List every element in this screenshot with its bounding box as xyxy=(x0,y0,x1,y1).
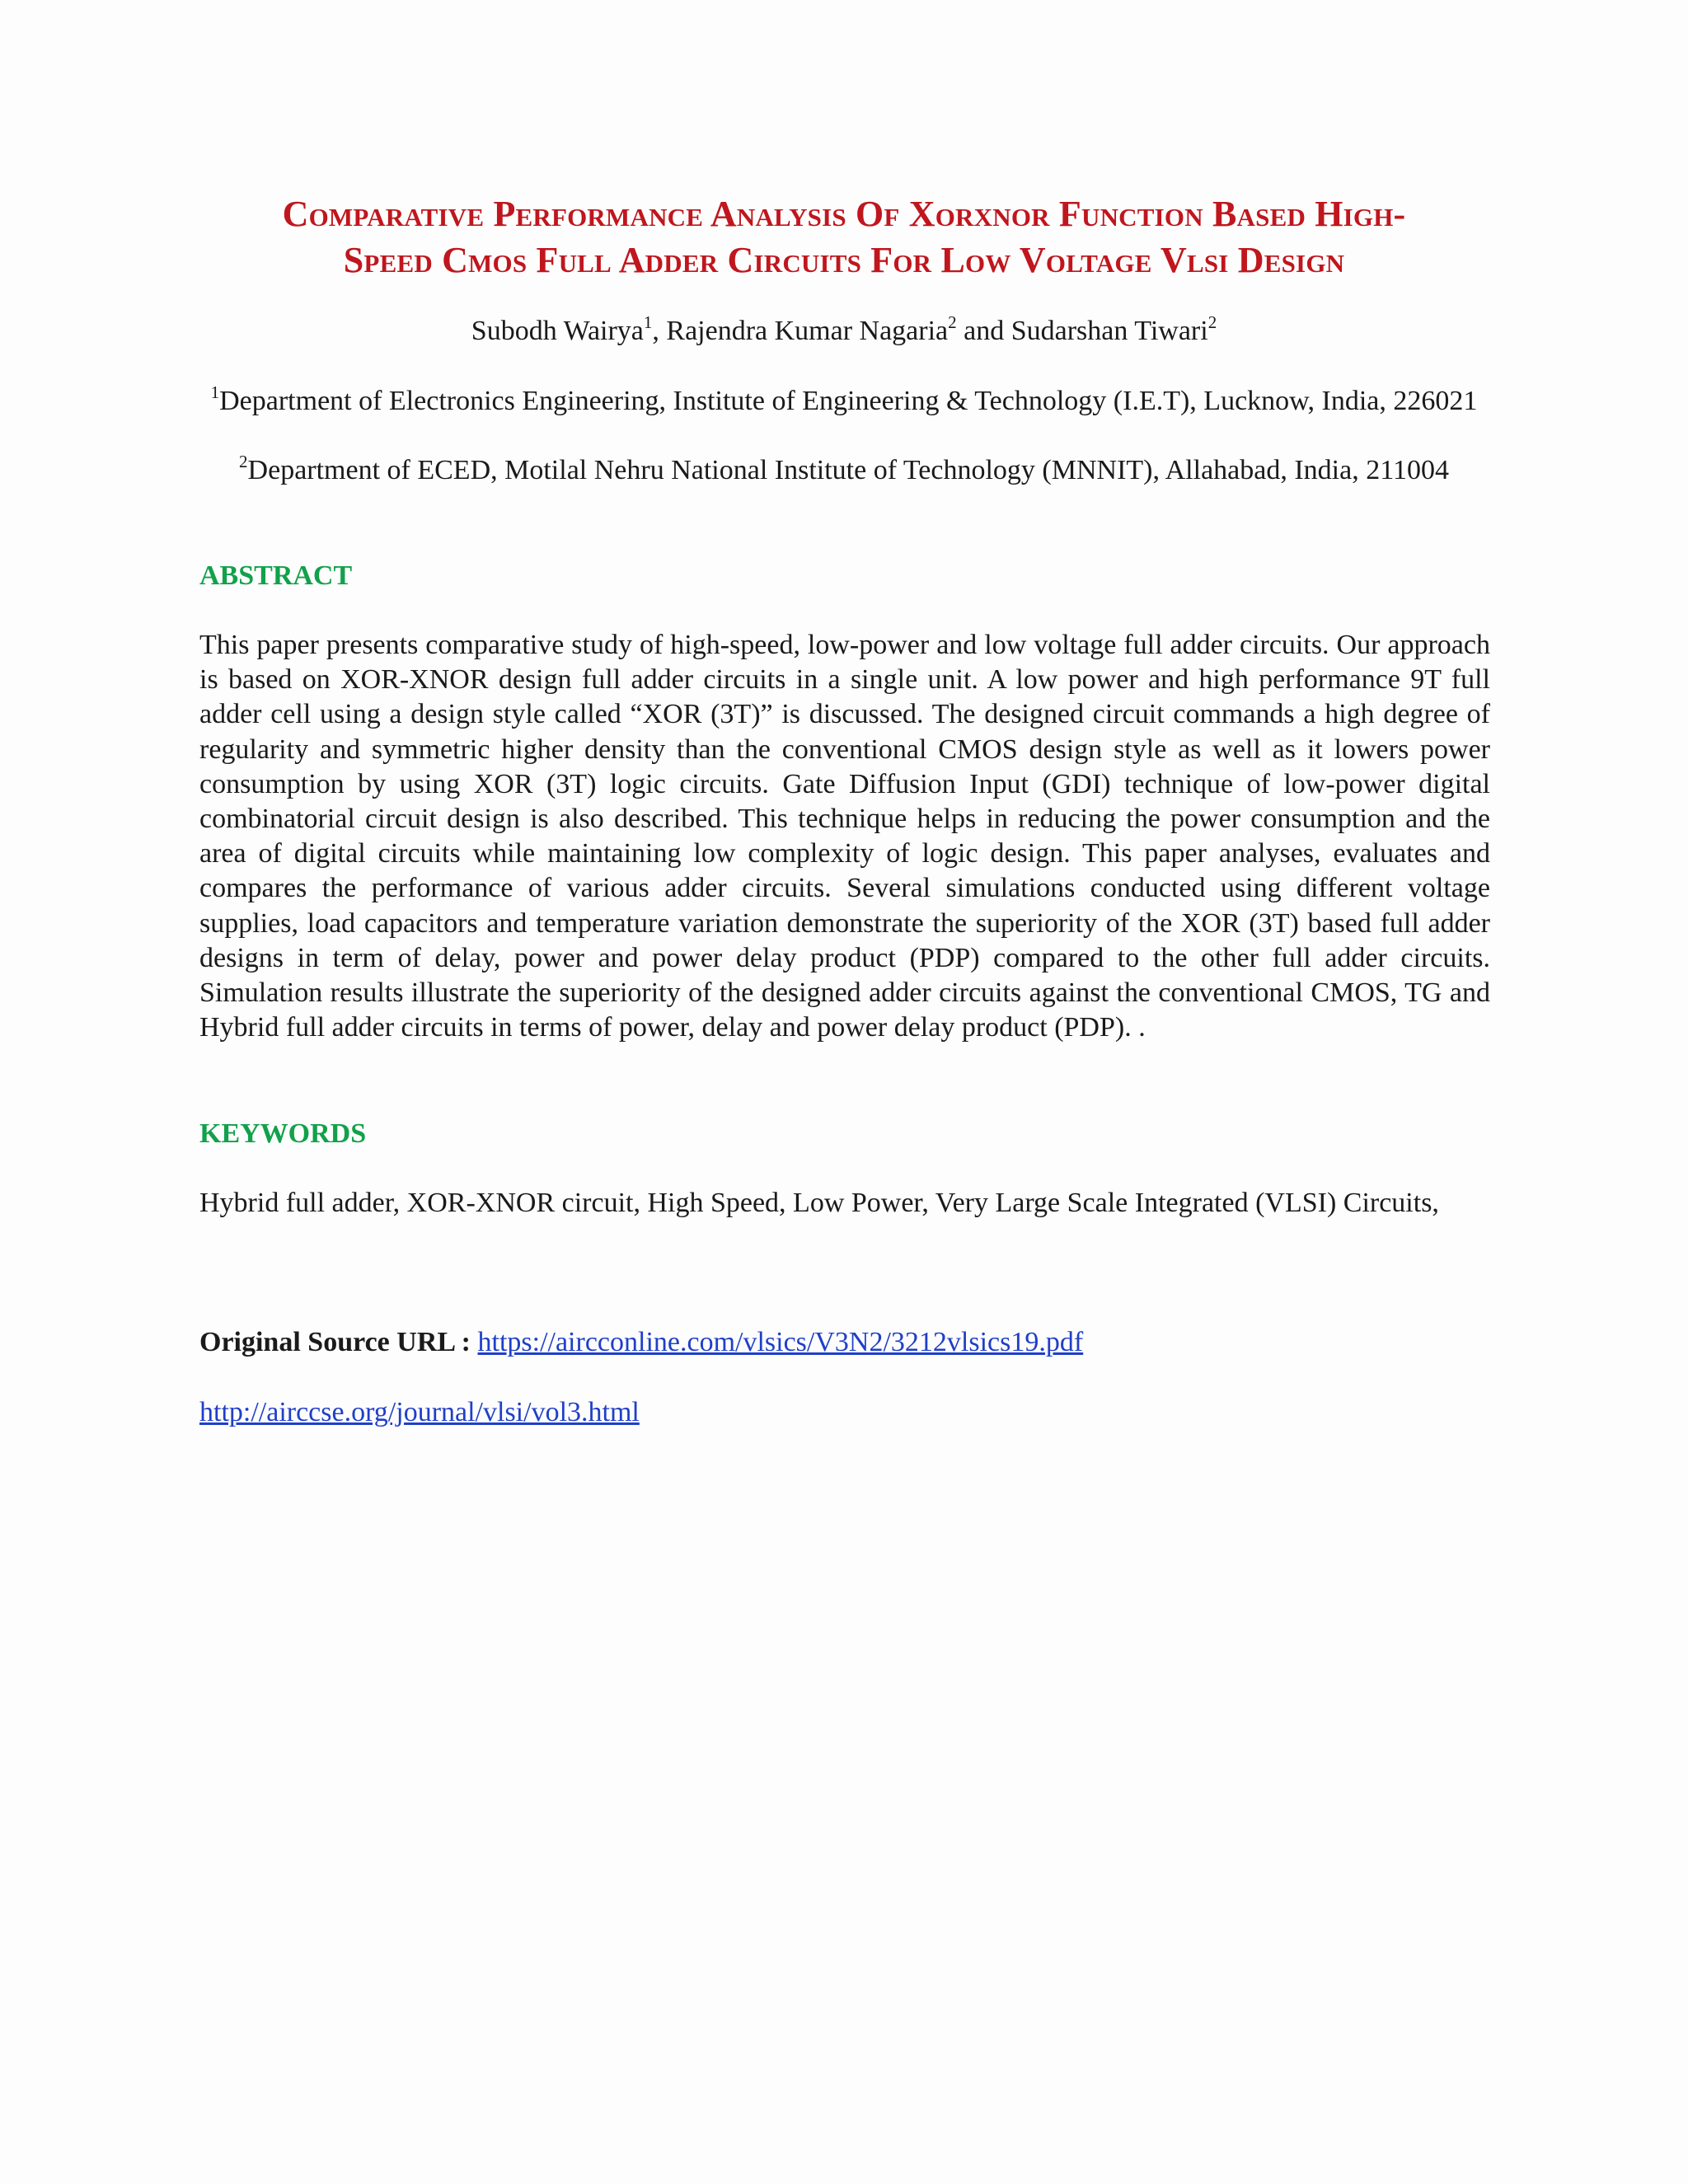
original-source-link[interactable]: https://aircconline.com/vlsics/V3N2/3212vlsics19.pdf xyxy=(477,1327,1084,1357)
author-name: Rajendra Kumar Nagaria xyxy=(666,316,949,346)
author-affiliation-marker: 2 xyxy=(1207,312,1217,332)
paper-title-line-1: Comparative Performance Analysis Of Xorxnor Function Based High- xyxy=(282,194,1406,234)
keywords-heading: KEYWORDS xyxy=(199,1118,367,1149)
affiliation-2 xyxy=(198,453,1490,488)
author-list xyxy=(0,313,1688,349)
abstract-heading: ABSTRACT xyxy=(199,560,353,591)
author-name: Subodh Wairya xyxy=(471,316,644,346)
author-separator: and xyxy=(956,316,1011,346)
journal-volume-link[interactable]: http://airccse.org/journal/vlsi/vol3.html xyxy=(199,1397,640,1427)
original-source-line xyxy=(199,1325,1083,1360)
keywords-text: Hybrid full adder, XOR-XNOR circuit, High Speed, Low Power, Very Large Scale Integrated (VLSI) Circuits, xyxy=(199,1188,1439,1218)
affiliation-marker: 1 xyxy=(210,382,220,402)
original-source-label: Original Source URL : xyxy=(199,1327,471,1357)
affiliation-text: Department of Electronics Engineering, Institute of Engineering & Technology (I.E.T), Lucknow, India, 226021 xyxy=(219,386,1478,416)
author-name: Sudarshan Tiwari xyxy=(1010,316,1208,346)
affiliation-text: Department of ECED, Motilal Nehru National Institute of Technology (MNNIT), Allahabad, India, 211004 xyxy=(247,455,1449,485)
author-affiliation-marker: 1 xyxy=(643,312,653,332)
author-separator: , xyxy=(652,316,667,346)
paper-title-line-2: Speed Cmos Full Adder Circuits For Low Voltage Vlsi Design xyxy=(343,240,1345,280)
paper-title xyxy=(0,191,1688,284)
abstract-text: This paper presents comparative study of high-speed, low-power and low voltage full adder circuits. Our approach is based on XOR-XNOR design full adder circuits in a single unit. A low power and high performance 9T full adder cell using a design style called “XOR (3T)” is discussed. The designed circuit commands a high degree of regularity and symmetric higher density than the conventional CMOS design style as well as it lowers power consumption by using XOR (3T) logic circuits. Gate Diffusion Input (GDI) technique of low-power digital combinatorial circuit design is also described. This technique helps in reducing the power consumption and the area of digital circuits while maintaining low complexity of logic design. This paper analyses, evaluates and compares the performance of various adder circuits. Several simulations conducted using different voltage supplies, load capacitors and temperature variation demonstrate the superiority of the XOR (3T) based full adder designs in term of delay, power and power delay product (PDP) compared to the other full adder circuits. Simulation results illustrate the superiority of the designed adder circuits against the conventional CMOS, TG and Hybrid full adder circuits in terms of power, delay and power delay product (PDP). . xyxy=(199,630,1490,1043)
affiliation-marker: 2 xyxy=(239,452,248,471)
journal-link-line xyxy=(199,1395,640,1430)
affiliation-1 xyxy=(198,384,1490,419)
author-affiliation-marker: 2 xyxy=(948,312,957,332)
